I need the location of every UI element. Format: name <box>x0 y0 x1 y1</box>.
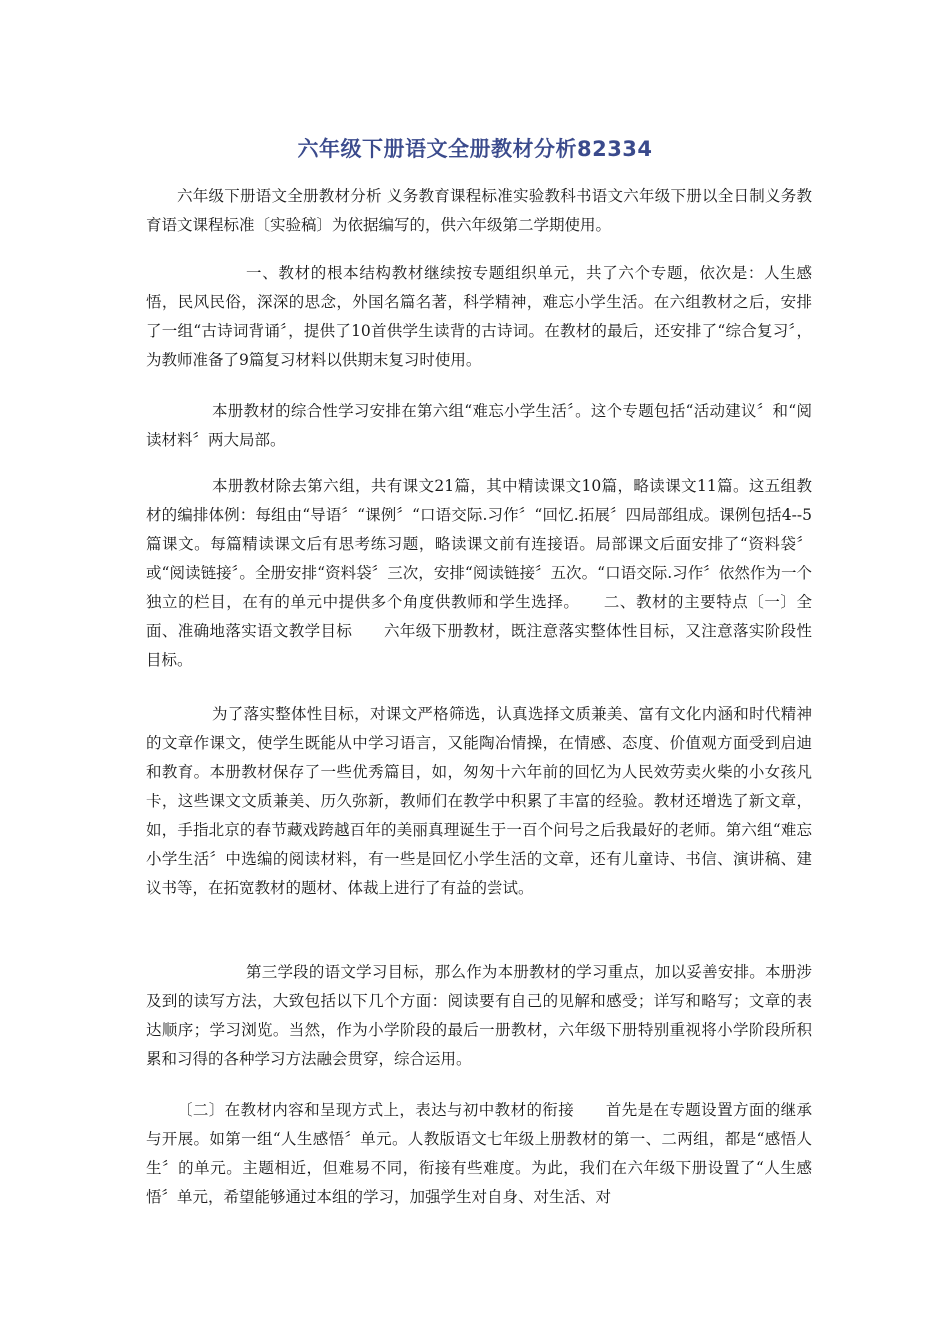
paragraph-junior-connection: 〔二〕在教材内容和呈现方式上，表达与初中教材的衔接 首先是在专题设置方面的继承与开展。如第一组“人生感悟〞单元。人教版语文七年级上册教材的第一、二两组，都是“感悟人生〞的单元。主题相近，但难易不同，衔接有些难度。为此，我们在六年级下册设置了“人生感悟〞单元，希望能够通过本组的学习，加强学生对自身、对生活、对 <box>146 1101 812 1206</box>
paragraph-lesson-count: 本册教材除去第六组，共有课文21篇，其中精读课文10篇，略读课文11篇。这五组教材的编排体例：每组由“导语〞“课例〞“口语交际.习作〞“回忆.拓展〞四局部组成。课例包括4--5篇课文。每篇精读课文后有思考练习题，略读课文前有连接语。局部课文后面安排了“资料袋〞或“阅读链接〞。全册安排“资料袋〞三次，安排“阅读链接〞五次。“口语交际.习作〞依然作为一个独立的栏目，在有的单元中提供多个角度供教师和学生选择。 二、教材的主要特点〔一〕全面、准确地落实语文教学目标 六年级下册教材，既注意落实整体性目标，又注意落实阶段性目标。 <box>146 477 812 669</box>
paragraph-overall-goals: 为了落实整体性目标，对课文严格筛选，认真选择文质兼美、富有文化内涵和时代精神的文章作课文，使学生既能从中学习语言，又能陶冶情操，在情感、态度、价值观方面受到启迪和教育。本册教材保存了一些优秀篇目，如，匆匆十六年前的回忆为人民效劳卖火柴的小女孩凡卡，这些课文文质兼美、历久弥新，教师们在教学中积累了丰富的经验。教材还增选了新文章，如，手指北京的春节藏戏跨越百年的美丽真理诞生于一百个问号之后我最好的老师。第六组“难忘小学生活〞中选编的阅读材料，有一些是回忆小学生活的文章，还有儿童诗、书信、演讲稿、建议书等，在拓宽教材的题材、体裁上进行了有益的尝试。 <box>146 705 812 897</box>
paragraph-structure: 一、教材的根本结构教材继续按专题组织单元，共了六个专题，依次是：人生感悟，民风民俗，深深的思念，外国名篇名著，科学精神，难忘小学生活。在六组教材之后，安排了一组“古诗词背诵〞，提供了10首供学生读背的古诗词。在教材的最后，还安排了“综合复习〞，为教师准备了9篇复习材料以供期末复习时使用。 <box>146 264 812 369</box>
paragraph-stage-goals: 第三学段的语文学习目标，那么作为本册教材的学习重点，加以妥善安排。本册涉及到的读写方法，大致包括以下几个方面：阅读要有自己的见解和感受；详写和略写；文章的表达顺序；学习浏览。当然，作为小学阶段的最后一册教材，六年级下册特别重视将小学阶段所积累和习得的各种学习方法融会贯穿，综合运用。 <box>146 963 812 1068</box>
document-title: 六年级下册语文全册教材分析82334 <box>297 137 653 161</box>
paragraph-comprehensive-study: 本册教材的综合性学习安排在第六组“难忘小学生活〞。这个专题包括“活动建议〞和“阅读材料〞两大局部。 <box>146 402 812 449</box>
paragraph-intro: 六年级下册语文全册教材分析 义务教育课程标准实验教科书语文六年级下册以全日制义务教育语文课程标准〔实验稿〕为依据编写的，供六年级第二学期使用。 <box>146 187 812 234</box>
